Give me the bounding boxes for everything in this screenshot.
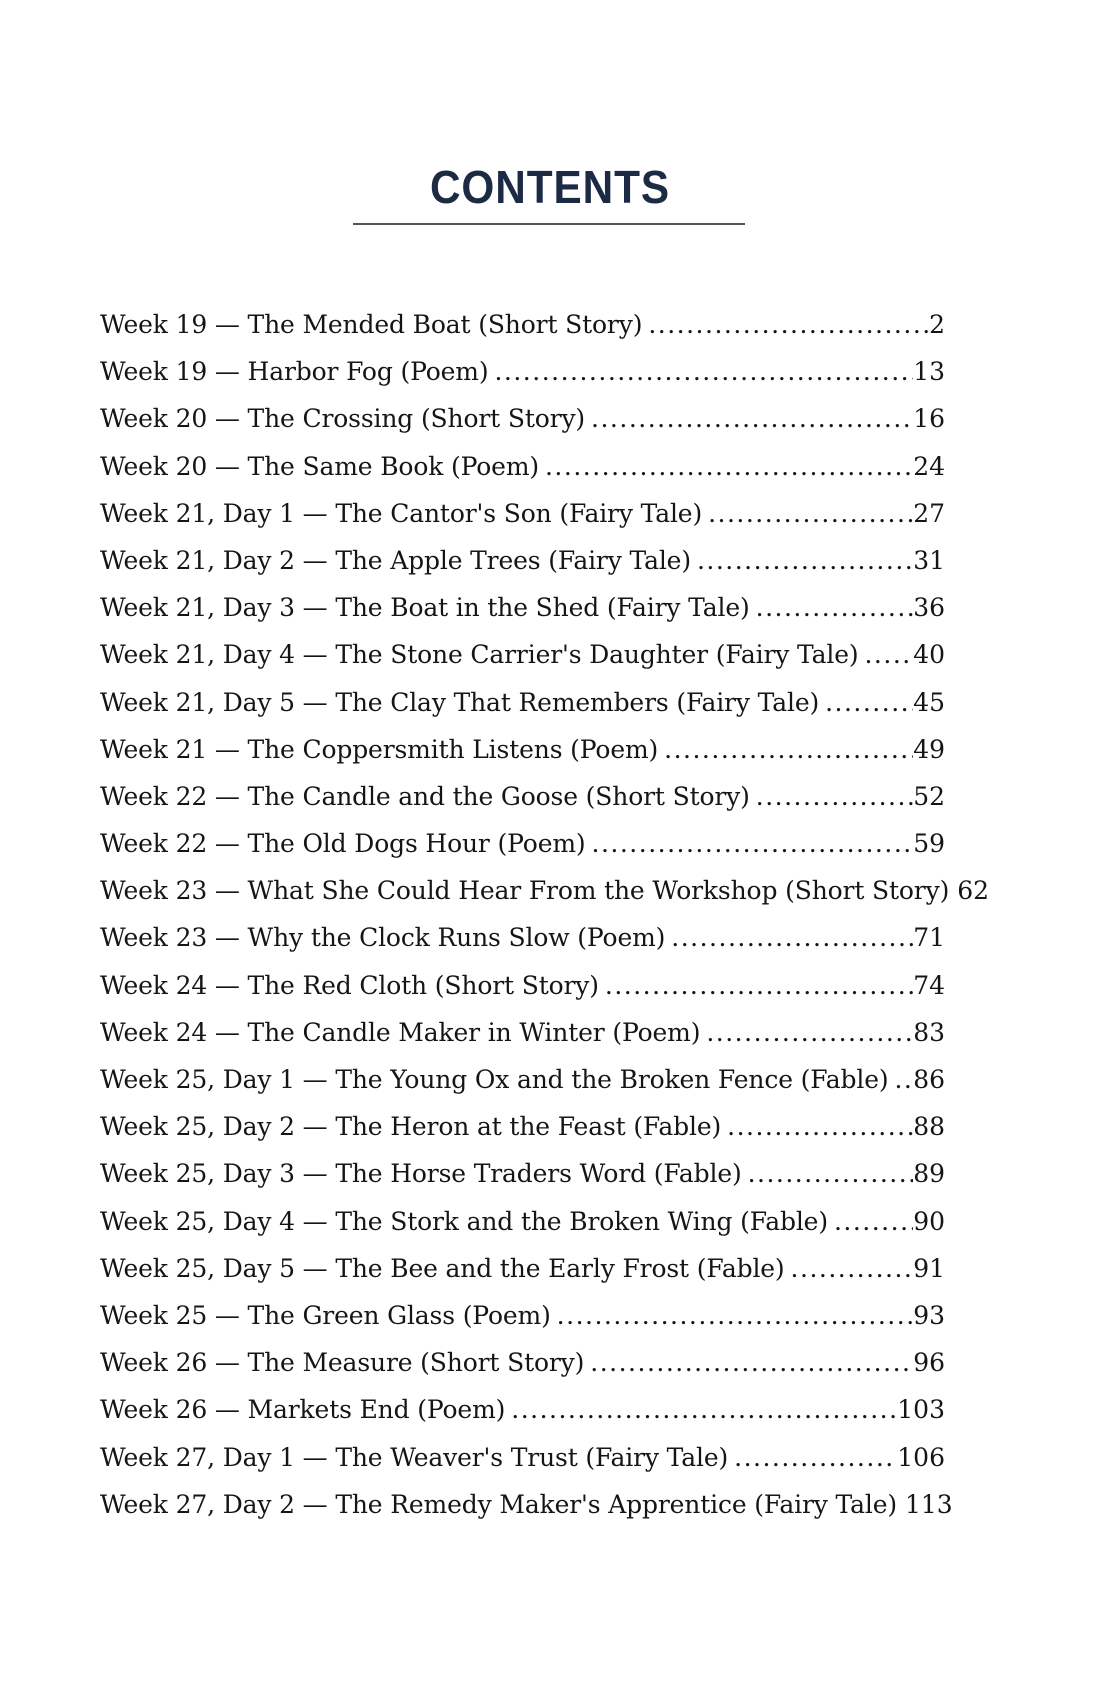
toc-entry-page: 59 [913,829,945,859]
toc-entry-title: Week 21 — The Coppersmith Listens (Poem) [100,734,659,764]
toc-entry[interactable] [100,395,945,442]
toc-entry-page: 13 [913,357,945,387]
toc-entry-page: 31 [913,545,945,575]
toc-entry-title: Week 20 — The Same Book (Poem) [100,451,539,481]
toc-entry[interactable] [100,537,945,584]
toc-entry-page: 24 [913,451,945,481]
dot-leader [599,962,913,1009]
dot-leader [750,773,913,820]
dot-leader [858,631,913,678]
toc-entry-title: Week 27, Day 1 — The Weaver's Trust (Fairy Tale) [100,1442,729,1472]
dot-leader [702,490,913,537]
toc-entry[interactable] [100,1339,945,1386]
toc-entry[interactable] [100,867,990,914]
toc-entry[interactable] [100,443,945,490]
toc-entry-page: 86 [913,1065,945,1094]
toc-entry[interactable] [100,1198,945,1245]
toc-entry-page: 91 [913,1253,945,1283]
toc-entry-title: Week 26 — The Measure (Short Story) [100,1348,585,1378]
dot-leader [785,1245,914,1292]
toc-entry-title: Week 24 — The Red Cloth (Short Story) [100,970,599,1000]
dot-leader [949,867,957,914]
toc-entry-title: Week 21, Day 2 — The Apple Trees (Fairy Tale) [100,545,691,575]
toc-entry[interactable] [100,962,945,1009]
toc-entry-title: Week 27, Day 2 — The Remedy Maker's Apprentice (Fairy Tale) [100,1489,897,1519]
toc-entry-page: 90 [913,1206,945,1236]
table-of-contents [100,301,990,1528]
toc-entry-title: Week 23 — What She Could Hear From the Workshop (Short Story) [100,876,950,906]
toc-entry-page: 27 [913,498,945,528]
toc-entry[interactable] [100,1434,945,1481]
toc-entry-page: 62 [957,876,990,906]
toc-entry[interactable] [100,301,945,348]
toc-entry[interactable] [100,1056,945,1103]
toc-entry-page: 89 [913,1159,945,1189]
toc-entry[interactable] [100,679,945,726]
toc-entry-page: 40 [913,640,945,670]
dot-leader [505,1386,897,1433]
dot-leader [539,443,913,490]
toc-entry-page: 106 [897,1442,945,1472]
dot-leader [728,1434,897,1481]
dot-leader [888,1056,913,1103]
toc-entry-page: 103 [897,1395,945,1425]
toc-entry-page: 88 [913,1112,945,1142]
dot-leader [897,1481,905,1528]
toc-entry[interactable] [100,584,945,631]
toc-entry-page: 71 [913,923,945,953]
toc-entry-page: 49 [913,734,945,764]
toc-entry-title: Week 21, Day 3 — The Boat in the Shed (Fairy Tale) [100,593,750,623]
toc-entry-page: 83 [913,1017,945,1047]
toc-entry[interactable] [100,773,945,820]
dot-leader [642,301,929,348]
toc-entry[interactable] [100,1103,945,1150]
toc-entry[interactable] [100,631,945,678]
toc-entry-title: Week 22 — The Candle and the Goose (Short Story) [100,781,750,811]
toc-entry[interactable] [100,726,945,773]
toc-entry-page: 113 [904,1489,953,1519]
toc-entry-title: Week 21, Day 4 — The Stone Carrier's Daughter (Fairy Tale) [100,640,859,670]
dot-leader [658,726,913,773]
dot-leader [750,584,914,631]
toc-entry[interactable] [100,820,945,867]
toc-entry[interactable] [100,914,945,961]
toc-entry-title: Week 19 — Harbor Fog (Poem) [100,357,489,387]
dot-leader [700,1009,913,1056]
dot-leader [584,1339,913,1386]
toc-entry[interactable] [100,490,945,537]
toc-entry[interactable] [100,1009,945,1056]
toc-entry[interactable] [100,1386,945,1433]
toc-entry-title: Week 25, Day 3 — The Horse Traders Word (Fable) [100,1159,742,1189]
dot-leader [585,395,913,442]
title-divider [353,223,745,225]
toc-entry-title: Week 25 — The Green Glass (Poem) [100,1300,551,1330]
toc-entry-title: Week 21, Day 1 — The Cantor's Son (Fairy Tale) [100,498,703,528]
toc-entry-title: Week 20 — The Crossing (Short Story) [100,404,586,434]
toc-entry-title: Week 25, Day 4 — The Stork and the Broken Wing (Fable) [100,1206,828,1236]
toc-entry-page: 74 [913,970,945,1000]
toc-entry[interactable] [100,1150,945,1197]
toc-entry-page: 16 [913,404,945,434]
dot-leader [665,914,913,961]
toc-entry-page: 93 [913,1300,945,1330]
dot-leader [586,820,914,867]
page-title: CONTENTS [429,160,671,213]
dot-leader [742,1150,914,1197]
toc-entry-title: Week 25, Day 5 — The Bee and the Early Frost (Fable) [100,1253,785,1283]
toc-entry-title: Week 22 — The Old Dogs Hour (Poem) [100,829,586,859]
toc-entry-title: Week 25, Day 1 — The Young Ox and the Broken Fence (Fable) [100,1065,889,1094]
toc-entry-page: 36 [913,593,945,623]
toc-entry[interactable] [100,1245,945,1292]
toc-entry[interactable] [100,1481,953,1528]
toc-entry-page: 52 [913,781,945,811]
toc-entry-page: 2 [929,310,945,339]
toc-entry-title: Week 24 — The Candle Maker in Winter (Poem) [100,1017,701,1047]
dot-leader [551,1292,914,1339]
dot-leader [691,537,913,584]
toc-entry[interactable] [100,1292,945,1339]
toc-entry-page: 45 [913,687,945,717]
toc-entry-page: 96 [913,1348,945,1378]
toc-entry-title: Week 23 — Why the Clock Runs Slow (Poem) [100,923,666,953]
dot-leader [488,348,913,395]
toc-entry-title: Week 26 — Markets End (Poem) [100,1395,506,1425]
toc-entry[interactable] [100,348,945,395]
dot-leader [828,1198,913,1245]
dot-leader [721,1103,913,1150]
toc-entry-title: Week 25, Day 2 — The Heron at the Feast (Fable) [100,1112,722,1142]
dot-leader [819,679,913,726]
toc-entry-title: Week 21, Day 5 — The Clay That Remembers (Fairy Tale) [100,687,820,717]
toc-entry-title: Week 19 — The Mended Boat (Short Story) [100,310,643,339]
